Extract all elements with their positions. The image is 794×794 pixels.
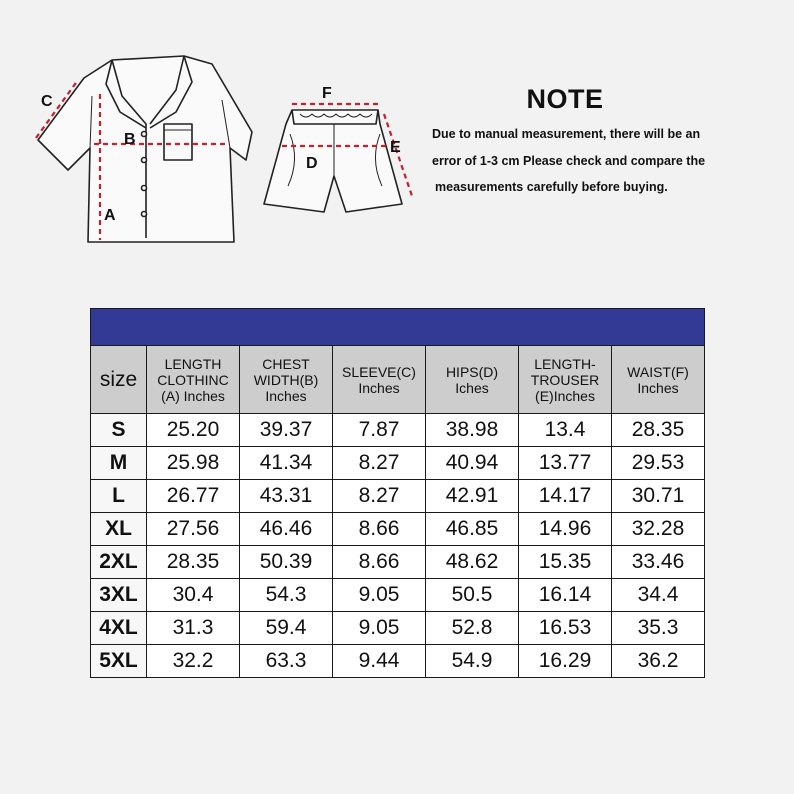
column-header-line: TROUSER xyxy=(530,371,600,388)
table-header-row xyxy=(91,346,705,414)
measurement-cell: 40.94 xyxy=(426,447,519,480)
measurement-cell: 54.9 xyxy=(426,645,519,678)
table-body xyxy=(91,414,705,678)
measurement-cell: 9.05 xyxy=(333,579,426,612)
label-e: E xyxy=(390,139,401,156)
shirt-drawing xyxy=(38,56,252,242)
measurement-cell: 30.71 xyxy=(612,480,705,513)
table-row xyxy=(91,645,705,678)
garment-illustrations xyxy=(0,0,794,300)
measurement-cell: 26.77 xyxy=(147,480,240,513)
measurement-cell: 33.46 xyxy=(612,546,705,579)
column-header-line: LENGTH xyxy=(164,355,222,372)
measurement-cell: 50.5 xyxy=(426,579,519,612)
size-cell: 2XL xyxy=(91,546,147,579)
measurement-cell: 29.53 xyxy=(612,447,705,480)
measurement-cell: 14.17 xyxy=(519,480,612,513)
measurement-cell: 35.3 xyxy=(612,612,705,645)
measurement-cell: 16.14 xyxy=(519,579,612,612)
table-banner xyxy=(91,309,705,346)
measurement-cell: 8.27 xyxy=(333,447,426,480)
column-header-line: SLEEVE(C) xyxy=(342,363,416,380)
size-cell: 5XL xyxy=(91,645,147,678)
size-cell: 3XL xyxy=(91,579,147,612)
note-line-2: error of 1-3 cm Please check and compare the xyxy=(432,154,706,168)
note-title: NOTE xyxy=(526,84,604,114)
table-row xyxy=(91,612,705,645)
measurement-cell: 50.39 xyxy=(240,546,333,579)
measurement-cell: 59.4 xyxy=(240,612,333,645)
note-line-1: Due to manual measurement, there will be an xyxy=(432,127,701,141)
measurement-cell: 16.53 xyxy=(519,612,612,645)
table-row xyxy=(91,513,705,546)
column-header xyxy=(147,346,240,414)
column-header-line: (A) Inches xyxy=(161,387,225,404)
measurement-cell: 32.28 xyxy=(612,513,705,546)
column-header-line: Inches xyxy=(637,379,679,396)
column-header-line: WAIST(F) xyxy=(627,363,689,380)
measurement-cell: 27.56 xyxy=(147,513,240,546)
measurement-cell: 46.85 xyxy=(426,513,519,546)
measurement-cell: 25.20 xyxy=(147,414,240,447)
column-header-line: Inches xyxy=(358,379,400,396)
measurement-cell: 9.05 xyxy=(333,612,426,645)
table-row xyxy=(91,579,705,612)
label-a: A xyxy=(104,207,116,224)
measurement-cell: 13.4 xyxy=(519,414,612,447)
column-header xyxy=(519,346,612,414)
measurement-cell: 63.3 xyxy=(240,645,333,678)
measurement-cell: 31.3 xyxy=(147,612,240,645)
measurement-cell: 8.27 xyxy=(333,480,426,513)
table-row xyxy=(91,546,705,579)
note-line-3: measurements carefully before buying. xyxy=(435,180,668,194)
measurement-cell: 28.35 xyxy=(612,414,705,447)
label-f: F xyxy=(322,85,332,102)
label-d: D xyxy=(306,155,318,172)
measurement-cell: 25.98 xyxy=(147,447,240,480)
measurement-cell: 7.87 xyxy=(333,414,426,447)
measurement-cell: 39.37 xyxy=(240,414,333,447)
measurement-cell: 32.2 xyxy=(147,645,240,678)
measurement-cell: 8.66 xyxy=(333,546,426,579)
table-row xyxy=(91,480,705,513)
size-cell: L xyxy=(91,480,147,513)
measurement-cell: 13.77 xyxy=(519,447,612,480)
column-header xyxy=(426,346,519,414)
table-row xyxy=(91,447,705,480)
measurement-cell: 15.35 xyxy=(519,546,612,579)
banner-cell xyxy=(91,309,705,346)
table-row xyxy=(91,414,705,447)
measurement-cell: 41.34 xyxy=(240,447,333,480)
measurement-cell: 9.44 xyxy=(333,645,426,678)
measurement-cell: 52.8 xyxy=(426,612,519,645)
measurement-cell: 43.31 xyxy=(240,480,333,513)
column-header-line: LENGTH- xyxy=(534,355,596,372)
column-header xyxy=(240,346,333,414)
shorts-drawing xyxy=(264,110,402,212)
measurement-cell: 38.98 xyxy=(426,414,519,447)
column-header xyxy=(91,346,147,414)
measurement-cell: 28.35 xyxy=(147,546,240,579)
measurement-cell: 42.91 xyxy=(426,480,519,513)
garment-diagram xyxy=(0,0,794,300)
measurement-cell: 14.96 xyxy=(519,513,612,546)
column-header-line: WIDTH(B) xyxy=(253,371,319,388)
size-cell: 4XL xyxy=(91,612,147,645)
column-header xyxy=(333,346,426,414)
measurement-cell: 54.3 xyxy=(240,579,333,612)
column-header-line: HIPS(D) xyxy=(445,363,499,380)
measurement-cell: 36.2 xyxy=(612,645,705,678)
size-cell: M xyxy=(91,447,147,480)
size-chart-table xyxy=(90,308,705,678)
measurement-cell: 46.46 xyxy=(240,513,333,546)
column-header-line: CHEST xyxy=(262,355,310,372)
column-header xyxy=(612,346,705,414)
measurement-cell: 8.66 xyxy=(333,513,426,546)
measurement-cell: 34.4 xyxy=(612,579,705,612)
size-cell: XL xyxy=(91,513,147,546)
column-header-line: Inches xyxy=(265,387,307,404)
size-cell: S xyxy=(91,414,147,447)
measurement-cell: 48.62 xyxy=(426,546,519,579)
column-header-line: (E)Inches xyxy=(535,387,595,404)
measurement-cell: 16.29 xyxy=(519,645,612,678)
column-header-line: Iches xyxy=(455,379,489,396)
column-header-line: CLOTHINC xyxy=(157,371,229,388)
label-b: B xyxy=(124,131,136,148)
column-header-line: size xyxy=(99,367,138,391)
measurement-cell: 30.4 xyxy=(147,579,240,612)
label-c: C xyxy=(41,93,53,110)
